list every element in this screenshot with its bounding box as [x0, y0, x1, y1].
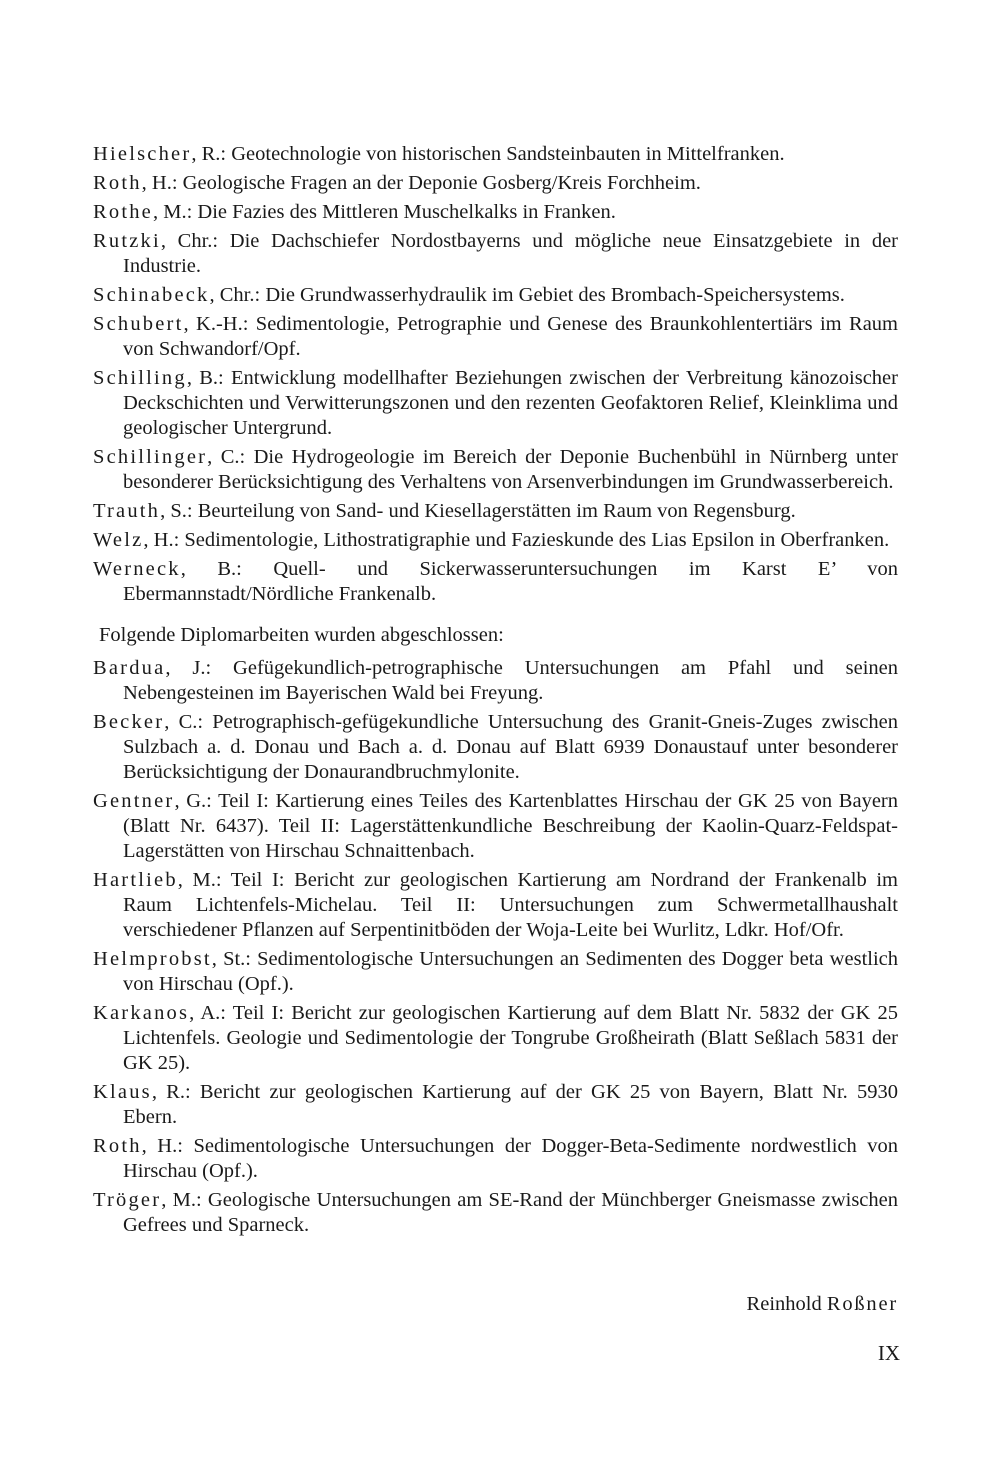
author-name: Schubert [93, 313, 184, 335]
author-name: Werneck [93, 558, 181, 580]
entry-text: , J.: Gefügekundlich-petrographische Untersuchungen am Pfahl und seinen Nebengesteinen im Bayerischen Wald bei Freyung. [123, 657, 898, 704]
author-name: Hartlieb [93, 869, 178, 891]
author-name: Becker [93, 711, 165, 733]
author-name: Rutzki [93, 230, 161, 252]
author-name: Bardua [93, 657, 166, 679]
page-number: IX [877, 1341, 900, 1365]
entry-text: , C.: Petrographisch-gefügekundliche Untersuchung des Granit-Gneis-Zuges zwischen Sulzbach a. d. Donau und Bach a. d. Donau auf Blatt 6939 Donaustauf unter besonderer Berücksichtigung der Donaurandbruchmylonite. [123, 711, 898, 783]
author-name: Welz [93, 529, 144, 551]
entry-text: , H.: Geologische Fragen an der Deponie Gosberg/Kreis Forchheim. [141, 172, 701, 194]
bibliography-entry [93, 229, 898, 279]
bibliography-entry [93, 868, 898, 943]
entry-text: , C.: Die Hydrogeologie im Bereich der Deponie Buchenbühl in Nürnberg unter besonderer Berücksichtigung des Verhaltens von Arsenverbindungen im Grundwasserbereich. [123, 446, 898, 493]
signature-last-name: Roßner [826, 1293, 898, 1315]
author-name: Klaus [93, 1081, 152, 1103]
entry-text: , M.: Teil I: Bericht zur geologischen Kartierung am Nordrand der Frankenalb im Raum Lichtenfels-Michelau. Teil II: Untersuchungen zum Schwermetallhaushalt verschiedener Pflanzen auf Serpentinitböden der Woja-Leite bei Wurlitz, Ldkr. Hof/Ofr. [123, 869, 898, 941]
entry-text: , H.: Sedimentologie, Lithostratigraphie und Fazieskunde des Lias Epsilon in Oberfranken. [143, 529, 890, 551]
entry-text: , B.: Quell- und Sickerwasseruntersuchungen im Karst E’ von Ebermannstadt/Nördliche Frankenalb. [123, 558, 898, 605]
entry-text: , Chr.: Die Dachschiefer Nordostbayerns und mögliche neue Einsatzgebiete in der Industrie. [123, 230, 898, 277]
bibliography-entry [93, 200, 898, 225]
entry-text: , A.: Teil I: Bericht zur geologischen Kartierung auf dem Blatt Nr. 5832 der GK 25 Lichtenfels. Geologie und Sedimentologie der Tongrube Großheirath (Blatt Seßlach 5831 der GK 25). [123, 1002, 898, 1074]
author-name: Karkanos [93, 1002, 190, 1024]
bibliography-entry [93, 789, 898, 864]
author-name: Schillinger [93, 446, 208, 468]
entry-text: , M.: Geologische Untersuchungen am SE-Rand der Münchberger Gneismasse zwischen Gefrees und Sparneck. [123, 1189, 898, 1236]
bibliography-entry [93, 656, 898, 706]
bibliography-entry [93, 1080, 898, 1130]
bibliography-entry [93, 499, 898, 524]
bibliography-entry [93, 283, 898, 308]
signature-first-name: Reinhold [746, 1293, 822, 1315]
bibliography-entry [93, 1001, 898, 1076]
section-heading: Folgende Diplomarbeiten wurden abgeschlossen: [99, 624, 504, 646]
bibliography-entry [93, 947, 898, 997]
bibliography-entry [93, 557, 898, 607]
entry-text: , K.-H.: Sedimentologie, Petrographie und Genese des Braunkohlentertiärs im Raum von Schwandorf/Opf. [123, 313, 898, 360]
author-name: Tröger [93, 1189, 162, 1211]
bibliography-entry [93, 445, 898, 495]
entry-text: , H.: Sedimentologische Untersuchungen der Dogger-Beta-Sedimente nordwestlich von Hirschau (Opf.). [123, 1135, 898, 1182]
thesis-list-in-progress [93, 142, 898, 607]
entry-text: , Chr.: Die Grundwasserhydraulik im Gebiet des Brombach-Speichersystems. [209, 284, 845, 306]
author-name: Hielscher [93, 143, 192, 165]
author-name: Roth [93, 172, 142, 194]
bibliography-entry [93, 171, 898, 196]
author-name: Trauth [93, 500, 161, 522]
bibliography-entry [93, 142, 898, 167]
author-name: Schilling [93, 367, 187, 389]
bibliography-entry [93, 366, 898, 441]
bibliography-entry [93, 1188, 898, 1238]
entry-text: , St.: Sedimentologische Untersuchungen an Sedimenten des Dogger beta westlich von Hirschau (Opf.). [123, 948, 898, 995]
bibliography-entry [93, 312, 898, 362]
entry-text: , R.: Geotechnologie von historischen Sandsteinbauten in Mittelfranken. [191, 143, 785, 165]
entry-text: , B.: Entwicklung modellhafter Beziehungen zwischen der Verbreitung känozoischer Deckschichten und Verwitterungszonen und den rezenten Geofaktoren Relief, Kleinklima und geologischer Untergrund. [123, 367, 898, 439]
entry-text: , M.: Die Fazies des Mittleren Muschelkalks in Franken. [152, 201, 616, 223]
author-name: Rothe [93, 201, 153, 223]
author-name: Gentner [93, 790, 175, 812]
bibliography-entry [93, 1134, 898, 1184]
text-column [93, 142, 898, 1242]
bibliography-entry [93, 528, 898, 553]
author-signature [747, 1292, 898, 1317]
bibliography-entry [93, 710, 898, 785]
entry-text: , G.: Teil I: Kartierung eines Teiles des Kartenblattes Hirschau der GK 25 von Bayern (Blatt Nr. 6437). Teil II: Lagerstättenkundliche Beschreibung der Kaolin-Quarz-Feldspat-Lagerstätten von Hirschau Schnaittenbach. [123, 790, 898, 862]
author-name: Roth [93, 1135, 142, 1157]
author-name: Schinabeck [93, 284, 210, 306]
author-name: Helmprobst [93, 948, 212, 970]
entry-text: , S.: Beurteilung von Sand- und Kiesellagerstätten im Raum von Regensburg. [160, 500, 796, 522]
entry-text: , R.: Bericht zur geologischen Kartierung auf der GK 25 von Bayern, Blatt Nr. 5930 Ebern. [123, 1081, 898, 1128]
thesis-list-completed [93, 656, 898, 1238]
